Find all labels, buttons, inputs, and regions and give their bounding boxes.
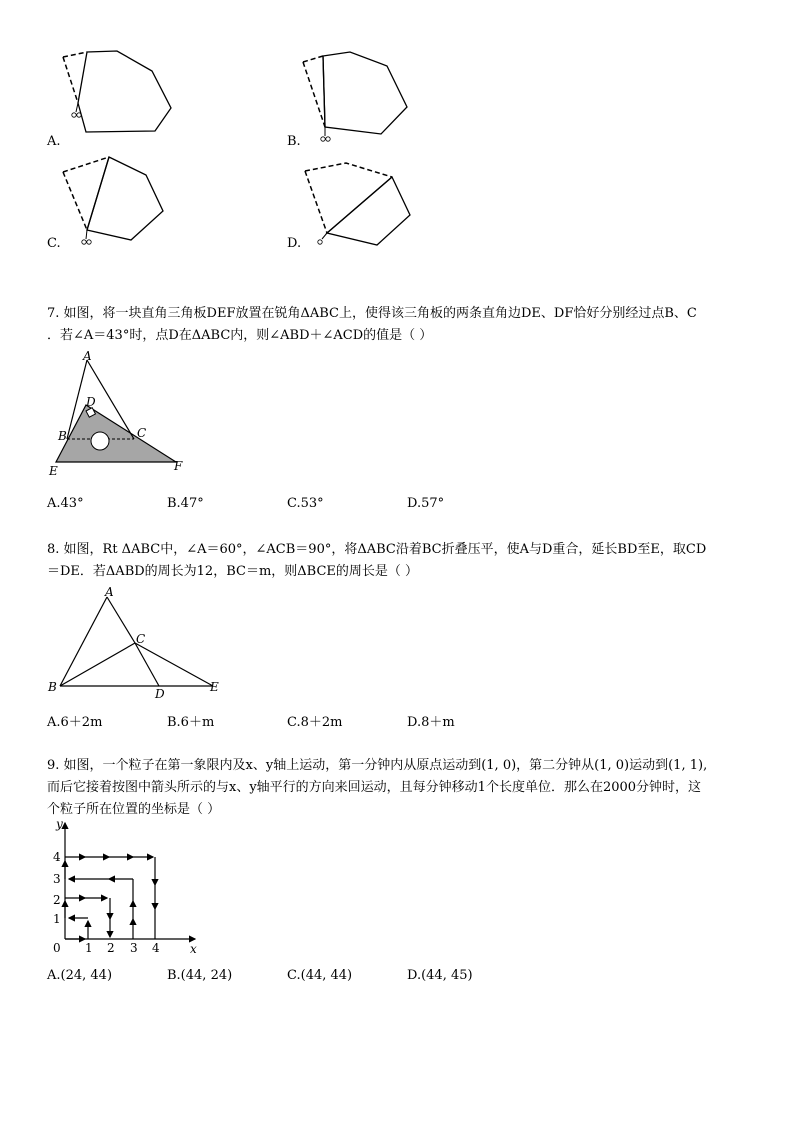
scissors-icon (72, 113, 76, 117)
q8-option-b[interactable]: B.6＋m (167, 715, 215, 730)
q8-label-b: B (48, 680, 57, 694)
q9-axis-y: y (56, 817, 63, 831)
q6-figure-d (295, 150, 425, 250)
q9-xtick-4: 4 (152, 941, 160, 955)
q6-option-b[interactable]: B. (287, 134, 301, 149)
q8-stem-line1: 8. 如图，Rt ΔABC中，∠A＝60°，∠ACB＝90°，将ΔABC沿着BC折叠压平，使A与D重合，延长BD至E，取CD (47, 542, 707, 557)
q7-option-b[interactable]: B.47° (167, 496, 204, 511)
q6-option-a[interactable]: A. (47, 134, 61, 149)
q9-axis-x: x (190, 942, 197, 956)
q8-option-d[interactable]: D.8＋m (407, 715, 455, 730)
q9-ytick-2: 2 (53, 893, 61, 907)
q6-option-c[interactable]: C. (47, 236, 61, 251)
q9-origin: 0 (53, 941, 61, 955)
q9-xtick-3: 3 (130, 941, 138, 955)
q8-label-e: E (210, 680, 219, 694)
q6-figure-a (55, 45, 185, 145)
q6-option-d[interactable]: D. (287, 236, 302, 251)
scissors-icon (82, 240, 86, 244)
q8-label-c: C (136, 632, 146, 646)
q9-ytick-1: 1 (53, 912, 61, 926)
q8-label-d: D (155, 687, 165, 701)
q7-stem-line2: ．若∠A＝43°时，点D在ΔABC内，则∠ABD＋∠ACD的值是（ ） (47, 328, 433, 343)
q9-stem (47, 755, 747, 821)
q9-option-a[interactable]: A.(24, 44) (47, 968, 113, 983)
q8-figure (45, 585, 230, 700)
q9-option-c[interactable]: C.(44, 44) (287, 968, 353, 983)
q8-option-a[interactable]: A.6＋2m (47, 715, 103, 730)
q9-xtick-1: 1 (85, 941, 93, 955)
scissors-icon (321, 137, 325, 141)
q7-label-a: A (83, 349, 92, 363)
q7-option-d[interactable]: D.57° (407, 496, 445, 511)
q8-stem-line2: ＝DE．若ΔABD的周长为12，BC＝m，则ΔBCE的周长是（ ） (47, 564, 419, 579)
q7-label-d: D (86, 395, 96, 409)
q7-stem-line1: 7. 如图，将一块直角三角板DEF放置在锐角ΔABC上，使得该三角板的两条直角边DE、DF恰好分别经过点B、C (47, 306, 697, 321)
q9-stem-line1: 9. 如图，一个粒子在第一象限内及x、y轴上运动，第一分钟内从原点运动到(1, 0)，第二分钟从(1, 0)运动到(1, 1), (47, 758, 708, 773)
q7-label-e: E (49, 464, 58, 478)
scissors-icon (318, 240, 322, 244)
q9-ytick-4: 4 (53, 850, 61, 864)
q6-figure-c (55, 150, 185, 250)
q7-label-b: B (58, 429, 67, 443)
q9-figure (45, 815, 210, 960)
q7-stem (47, 303, 747, 347)
q7-label-c: C (137, 426, 147, 440)
q7-figure (45, 348, 195, 476)
q7-option-c[interactable]: C.53° (287, 496, 324, 511)
q9-option-d[interactable]: D.(44, 45) (407, 968, 473, 983)
q9-xtick-2: 2 (107, 941, 115, 955)
q8-option-c[interactable]: C.8＋2m (287, 715, 343, 730)
q9-ytick-3: 3 (53, 872, 61, 886)
q7-label-f: F (174, 459, 183, 473)
q9-option-b[interactable]: B.(44, 24) (167, 968, 233, 983)
q9-stem-line3: 个粒子所在位置的坐标是（ ） (47, 802, 221, 817)
q9-stem-line2: 而后它接着按图中箭头所示的与x、y轴平行的方向来回运动，且每分钟移动1个长度单位．那么在2000分钟时，这 (47, 780, 702, 795)
q7-option-a[interactable]: A.43° (47, 496, 84, 511)
q8-stem (47, 539, 747, 583)
q6-figure-b (295, 48, 425, 148)
q8-label-a: A (105, 585, 114, 599)
